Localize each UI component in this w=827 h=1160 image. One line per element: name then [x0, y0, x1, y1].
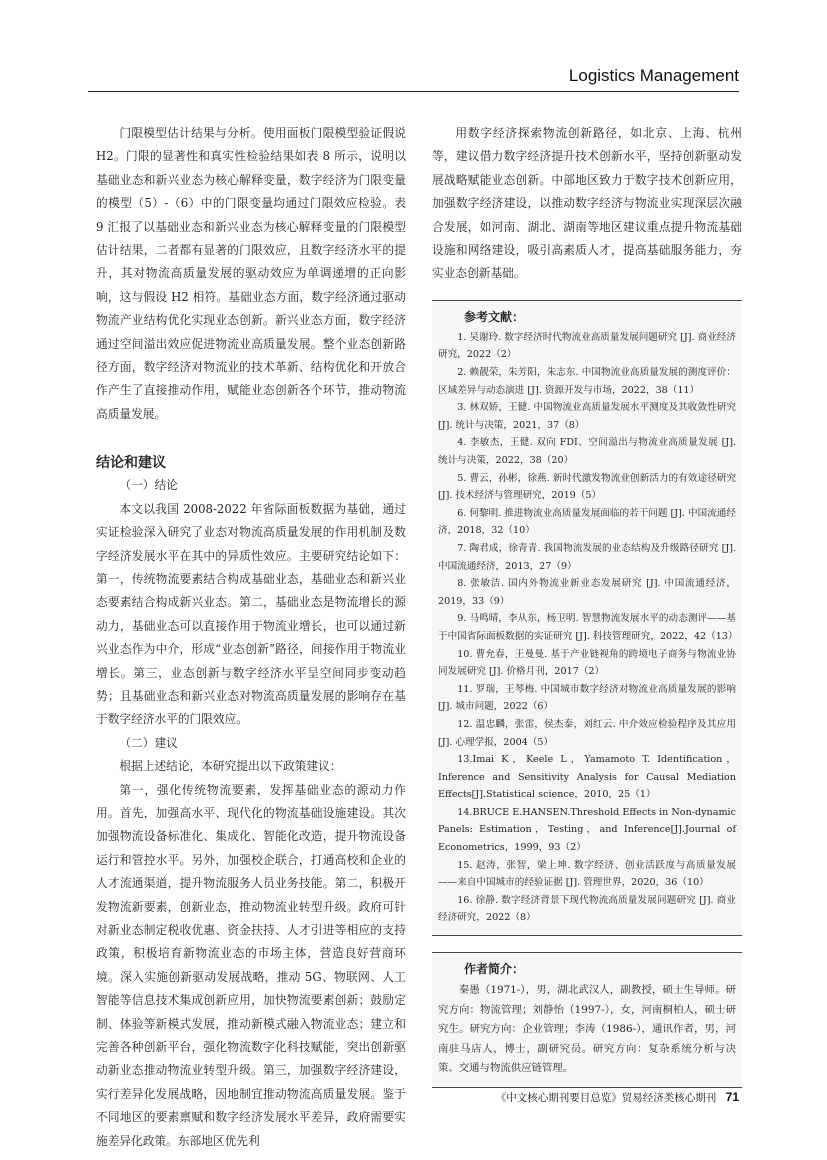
author-bio: 秦愚（1971-），男，湖北武汉人，副教授，硕士生导师。研究方向：物流管理；刘静怡（1997-），女，河南桐柏人，硕士研究生。研究方向：企业管理；李涛（1986-），通讯作者，男，河南驻马店人，博士，副研究员。研究方向：复杂系统分析与决策、交通与物流供应链管理。 — [438, 984, 736, 1075]
references-box — [432, 300, 742, 936]
footer-journal: 《中文核心期刊要目总览》贸易经济类核心期刊 — [495, 1092, 717, 1104]
author-title: 作者简介： — [464, 962, 525, 977]
reference-item: 12. 温忠麟，张雷，侯杰泰，刘红云. 中介效应检验程序及其应用 [J]. 心理学报，2004（5） — [438, 718, 736, 748]
references-title: 参考文献： — [464, 309, 525, 324]
body-paragraph: 第一，强化传统物流要素，发挥基础业态的源动力作用。首先，加强高水平、现代化的物流基础设施建设。其次加强物流设备标准化、集成化、智能化改造，提升物流设备运行和管控水平。另外，加强校企联合，打通高校和企业的人才流通渠道，提升物流服务人员业务技能。第二，积极开发物流新要素，创新业态，推动物流业转型升级。政府可针对新业态制定税收优惠、资金扶持、人才引进等相应的支持政策，积极培育新物流业态的市场主体，营造良好营商环境。深入实施创新驱动发展战略，推动 5G、物联网、人工智能等信息技术集成创新应用，加快物流要素创新；鼓励定制、体验等新模式发展，推动新模式融入物流业态；建立和完善各种创新平台，强化物流数字化科技赋能，突出创新驱动新业态推动物流业转型升级。第三，加强数字经济建设，实行差异化发展战略，因地制宜推动物流高质量发展。鉴于不同地区的要素禀赋和数字经济发展水平差异，政府需要实施差异化政策。东部地区优先利 — [96, 782, 406, 1148]
reference-item: 14.BRUCE E.HANSEN.Threshold Effects in Non-dynamic Panels: Estimation，Testing，and Inference[J].Journal of Econometrics，1999，93（2） — [438, 806, 736, 854]
right-column — [432, 122, 742, 1088]
body-paragraph: 根据上述结论，本研究提出以下政策建议： — [119, 759, 342, 774]
reference-item: 2. 赖靓荣，朱芳阳，朱志东. 中国物流业高质量发展的测度评价：区域差异与动态演进 [J]. 资源开发与市场，2022，38（11） — [438, 367, 736, 396]
reference-item: 10. 曹允春，王曼曼. 基于产业链视角的跨境电子商务与物流业协同发展研究 [J]. 价格月刊，2017（2） — [438, 648, 736, 678]
reference-item: 5. 曹云，孙彬，徐燕. 新时代激发物流业创新活力的有效途径研究 [J]. 技术经济与管理研究，2019（5） — [438, 472, 736, 502]
reference-item: 16. 徐静. 数字经济背景下现代物流高质量发展问题研究 [J]. 商业经济研究，2022（8） — [438, 894, 736, 924]
reference-item: 9. 马鸣晴，李从东，杨卫明. 智慧物流发展水平的动态测评——基于中国省际面板数据的实证研究 [J]. 科技管理研究，2022，42（13） — [438, 613, 738, 642]
subsection-title-conclusion: （一）结论 — [119, 478, 178, 493]
reference-item: 4. 李敏杰，王健. 双向 FDI、空间溢出与物流业高质量发展 [J]. 统计与决策，2022，38（20） — [438, 437, 736, 466]
subsection-title-suggestions: （二）建议 — [119, 735, 178, 750]
section-title: 结论和建议 — [96, 455, 166, 472]
reference-item: 6. 何黎明. 推进物流业高质量发展面临的若干问题 [J]. 中国流通经济，2018，32（10） — [438, 507, 736, 537]
reference-item: 15. 赵涛，张智，梁上坤. 数字经济、创业活跃度与高质量发展——来自中国城市的经验证据 [J]. 管理世界，2020，36（10） — [438, 859, 736, 889]
header-rule — [88, 91, 739, 92]
reference-item: 1. 吴谢玲. 数字经济时代物流业高质量发展问题研究 [J]. 商业经济研究，2022（2） — [438, 331, 736, 361]
reference-item: 13.Imai K，Keele L，Yamamoto T. Identification，Inference and Sensitivity Analysis for Causal Mediation Effects[J].Statistical science，2010，25（1） — [438, 754, 736, 801]
running-header-title: Logistics Management — [568, 66, 739, 85]
references-list — [438, 329, 736, 927]
reference-item: 11. 罗瑞，王琴梅. 中国城市数字经济对物流业高质量发展的影响 [J]. 城市问题，2022（6） — [438, 683, 736, 713]
page-number: 71 — [725, 1090, 739, 1104]
body-paragraph: 用数字经济探索物流创新路径，如北京、上海、杭州等，建议借力数字经济提升技术创新水平，坚持创新驱动发展战略赋能业态创新。中部地区致力于数字技术创新应用，加强数字经济建设，以推动数字经济与物流业实现深层次融合发展，如河南、湖北、湖南等地区建议重点提升物流基础设施和网络建设，吸引高素质人才，提高基础服务能力，夯实业态创新基础。 — [432, 126, 742, 281]
author-box — [432, 952, 742, 1088]
reference-item: 8. 张敏洁. 国内外物流业新业态发展研究 [J]. 中国流通经济，2019，33（9） — [438, 578, 736, 607]
page-footer — [496, 1090, 739, 1105]
reference-item: 7. 陶君成，徐青青. 我国物流发展的业态结构及升级路径研究 [J]. 中国流通经济，2013，27（9） — [438, 542, 736, 572]
left-column — [96, 122, 406, 1153]
body-paragraph: 本文以我国 2008-2022 年省际面板数据为基础，通过实证检验深入研究了业态对物流高质量发展的作用机制及数字经济发展水平在其中的异质性效应。主要研究结论如下：第一，传统物流要素结合构成基础业态，基础业态和新兴业态要素结合构成新兴业态。第二，基础业态是物流增长的源动力，基础业态可以直接作用于物流业增长，也可以通过新兴业态作为中介，形成“业态创新”路径，间接作用于物流业增长。第三，业态创新与数字经济水平呈空间同步变动趋势；且基础业态和新兴业态对物流高质量发展的影响存在基于数字经济水平的门限效应。 — [96, 501, 406, 727]
reference-item: 3. 林双娇，王健. 中国物流业高质量发展水平测度及其收敛性研究 [J]. 统计与决策，2021，37（8） — [438, 402, 736, 431]
body-paragraph: 门限模型估计结果与分析。使用面板门限模型验证假说 H2。门限的显著性和真实性检验结果如表 8 所示，说明以基础业态和新兴业态为核心解释变量，数字经济为门限变量的模型（5）-（6）中的门限变量均通过门限效应检验。表 9 汇报了以基础业态和新兴业态为核心解释变量的门限模型估计结果，二者都有显著的门限效应，且数字经济水平的提升，其对物流高质量发展的驱动效应为单调递增的正向影响，这与假设 H2 相符。基础业态方面，数字经济通过驱动物流产业结构优化实现业态创新。新兴业态方面，数字经济通过空间溢出效应促进物流业高质量发展。整个业态创新路径方面，数字经济对物流业的技术革新、结构优化和开放合作产生了直接推动作用，赋能业态创新各个环节，推动物流高质量发展。 — [96, 126, 406, 421]
